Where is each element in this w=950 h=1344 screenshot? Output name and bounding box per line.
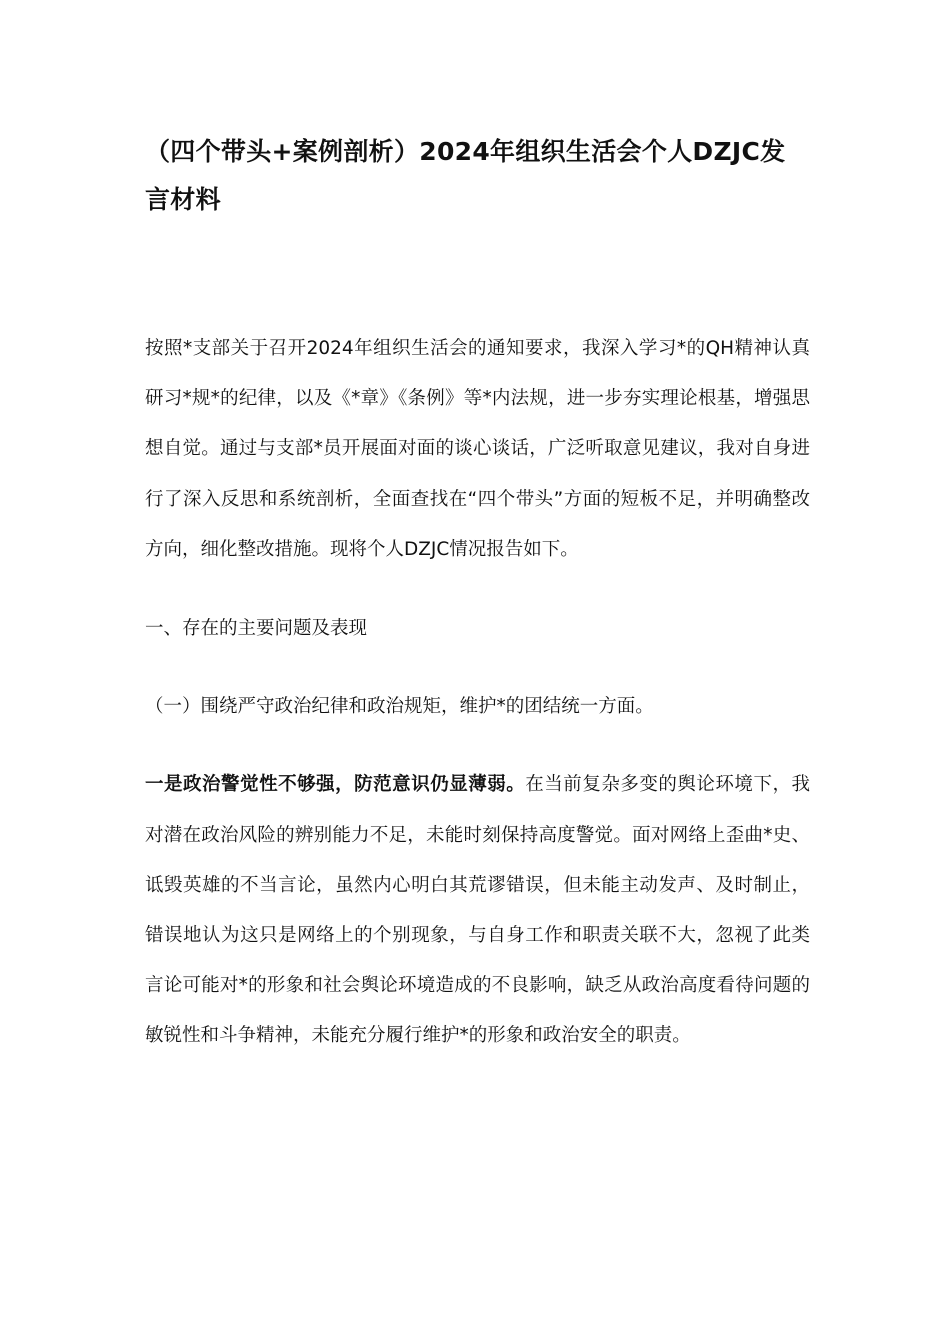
intro-paragraph: 按照*支部关于召开2024年组织生活会的通知要求，我深入学习*的QH精神认真研习*规*的纪律，以及《*章》《条例》等*内法规，进一步夯实理论根基，增强思想自觉。通过与支部*员开展面对面的谈心谈话，广泛听取意见建议，我对自身进行了深入反思和系统剖析，全面查找在“四个带头”方面的短板不足，并明确整改方向，细化整改措施。现将个人DZJC情况报告如下。 <box>145 338 810 560</box>
point-lead: 一是政治警觉性不够强，防范意识仍显薄弱。 <box>145 774 526 796</box>
point-body: 在当前复杂多变的舆论环境下，我对潜在政治风险的辨别能力不足，未能时刻保持高度警觉。面对网络上歪曲*史、诋毁英雄的不当言论，虽然内心明白其荒谬错误，但未能主动发声、及时制止，错误地认为这只是网络上的个别现象，与自身工作和职责关联不大，忽视了此类言论可能对*的形象和社会舆论环境造成的不良影响，缺乏从政治高度看待问题的敏锐性和斗争精神，未能充分履行维护*的形象和政治安全的职责。 <box>145 774 810 1047</box>
section-heading: 一、存在的主要问题及表现 <box>145 618 368 640</box>
document-title: （四个带头+案例剖析）2024年组织生活会个人DZJC发言材料 <box>145 137 786 214</box>
point-paragraph <box>145 760 810 1061</box>
document-body <box>145 324 810 1062</box>
subsection-heading: （一）围绕严守政治纪律和政治规矩，维护*的团结统一方面。 <box>145 696 654 718</box>
